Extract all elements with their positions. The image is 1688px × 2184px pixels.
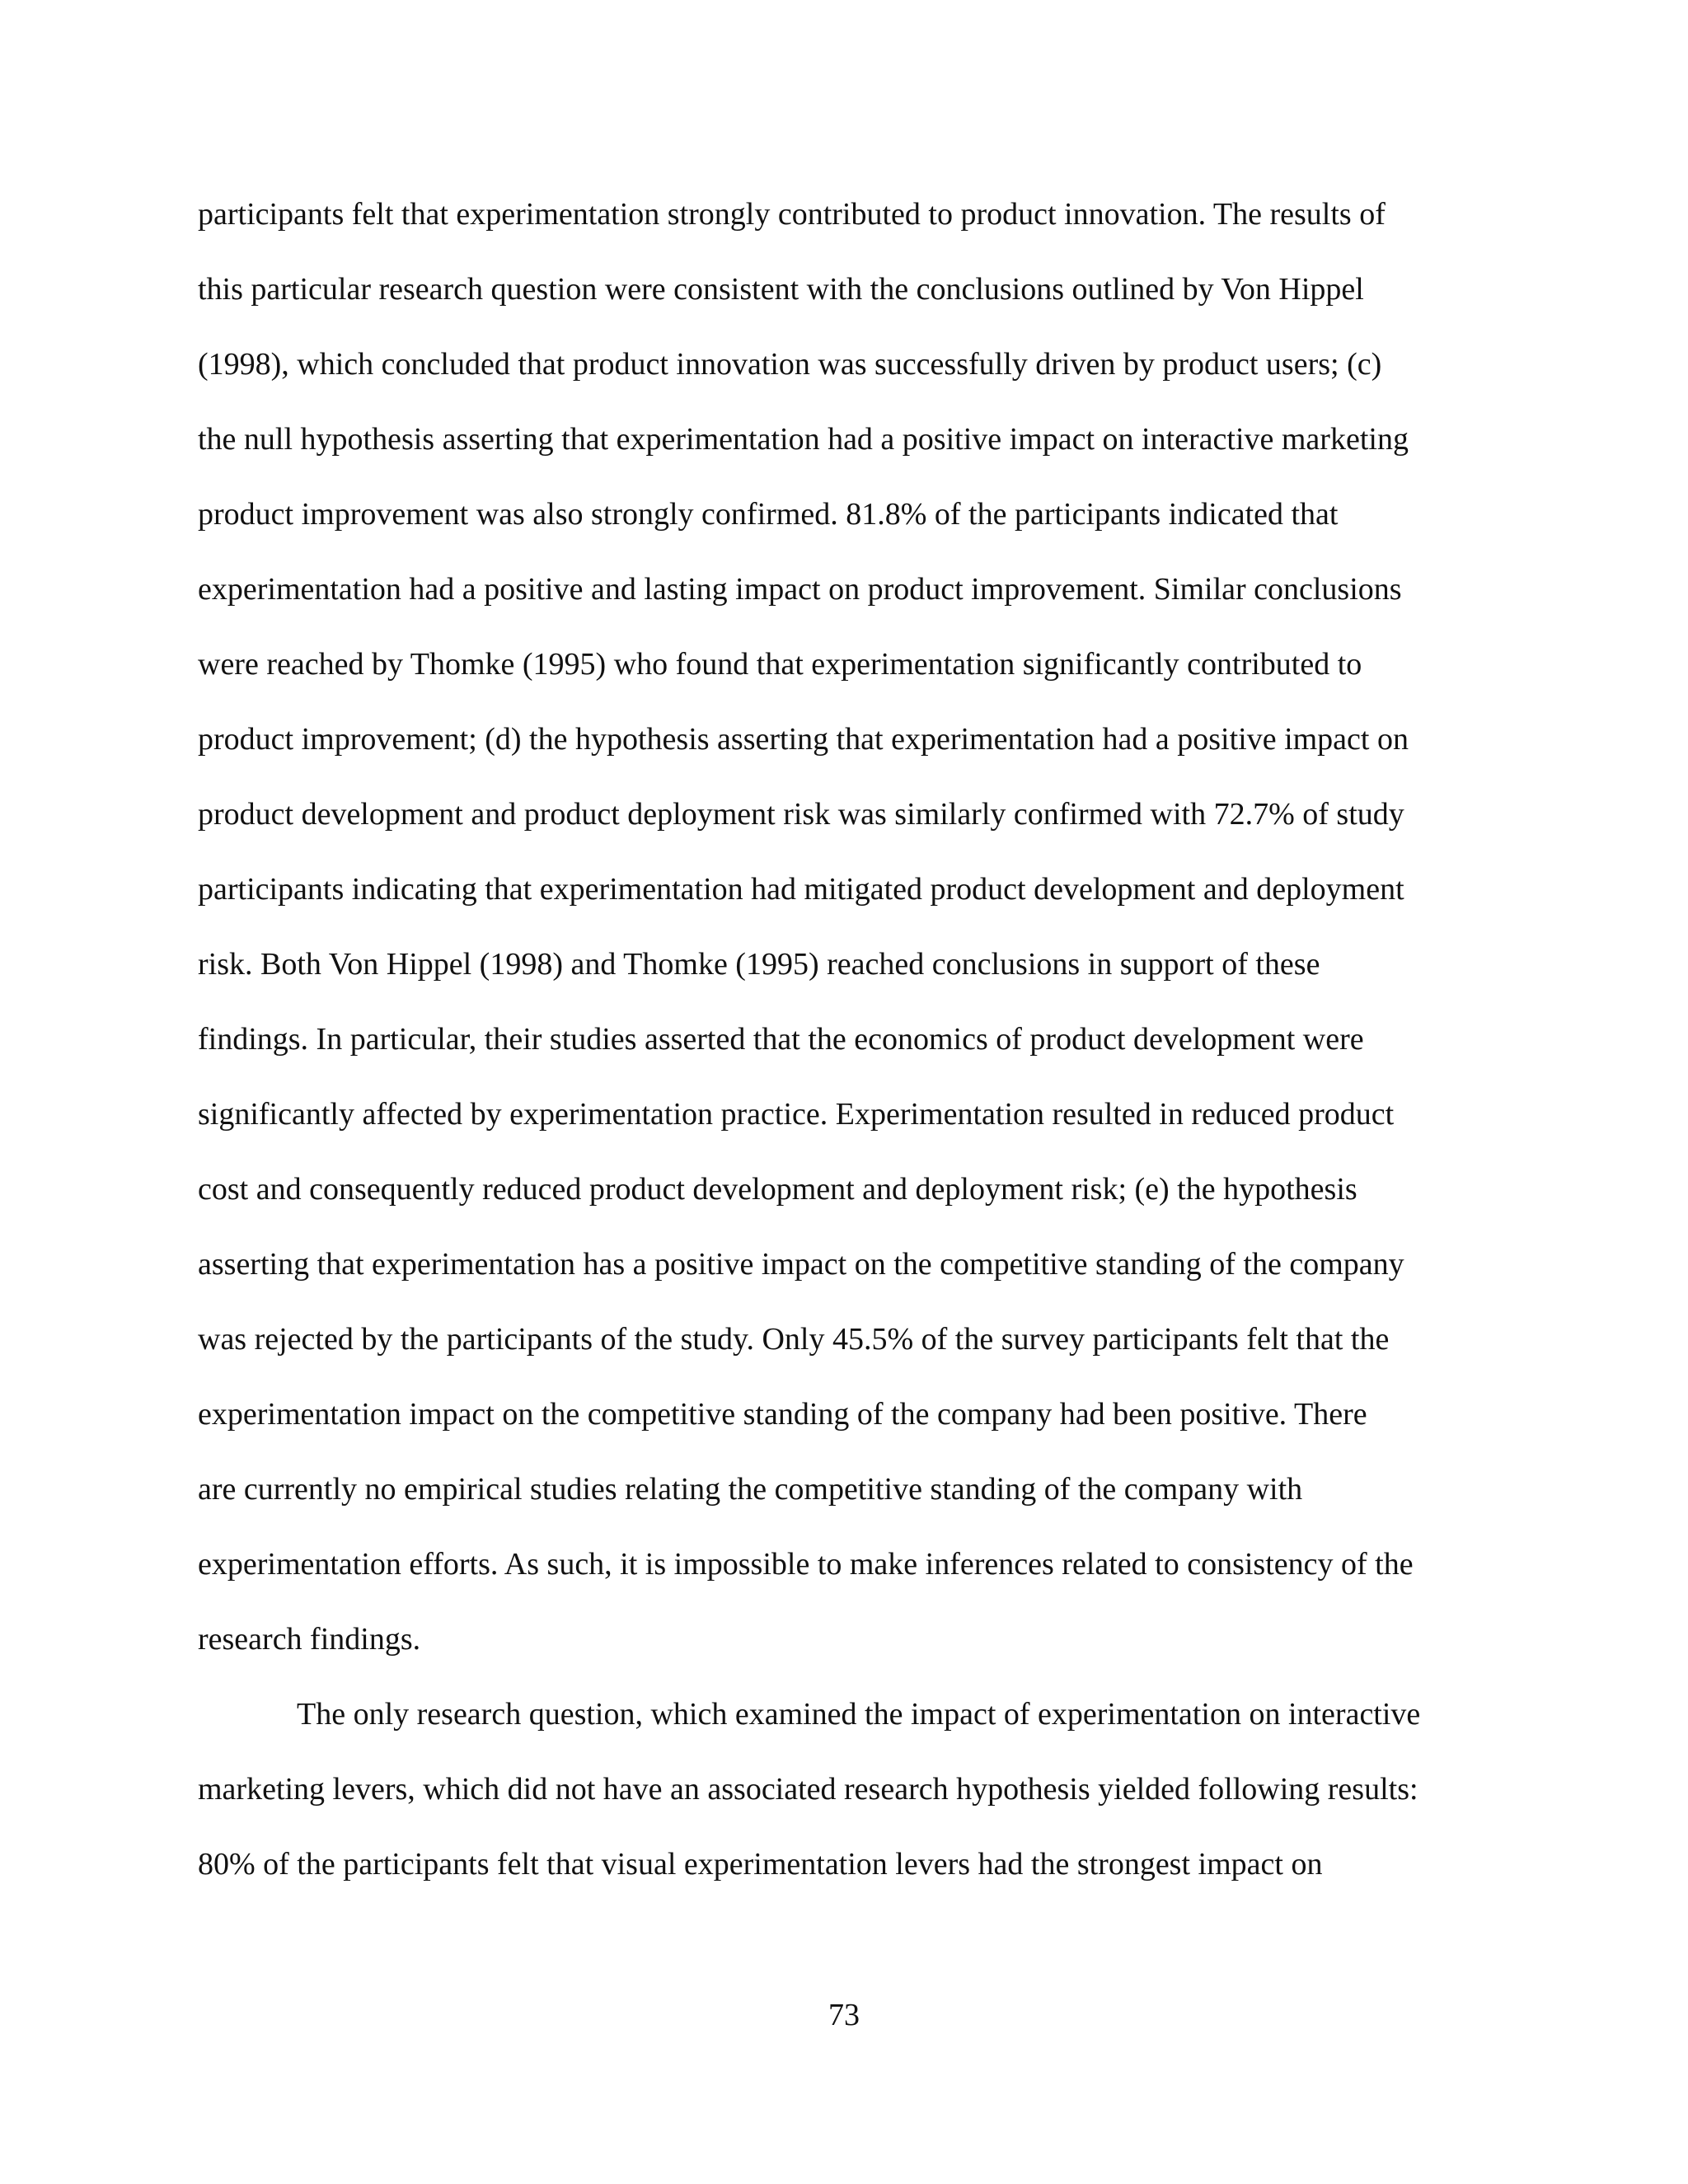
paragraph-1-line-3: (1998), which concluded that product innovation was successfully driven by product users; (c) bbox=[198, 347, 1382, 382]
paragraph-1-line-8: product improvement; (d) the hypothesis asserting that experimentation had a positive impact on bbox=[198, 722, 1409, 757]
paragraph-2-line-3: 80% of the participants felt that visual experimentation levers had the strongest impact on bbox=[198, 1847, 1323, 1882]
paragraph-1-line-14: cost and consequently reduced product development and deployment risk; (e) the hypothesis bbox=[198, 1172, 1357, 1207]
paragraph-1-line-4: the null hypothesis asserting that experimentation had a positive impact on interactive marketing bbox=[198, 422, 1409, 457]
paragraph-1-line-10: participants indicating that experimentation had mitigated product development and deployment bbox=[198, 872, 1404, 907]
paragraph-1-line-6: experimentation had a positive and lasting impact on product improvement. Similar conclusions bbox=[198, 572, 1402, 607]
page-number: 73 bbox=[828, 1998, 860, 2032]
paragraph-1-line-20: research findings. bbox=[198, 1622, 421, 1657]
paragraph-2-line-1: The only research question, which examined the impact of experimentation on interactive bbox=[297, 1697, 1421, 1732]
paragraph-1-line-13: significantly affected by experimentation practice. Experimentation resulted in reduced product bbox=[198, 1097, 1395, 1132]
paragraph-1-line-17: experimentation impact on the competitive standing of the company had been positive. There bbox=[198, 1397, 1367, 1432]
paragraph-1-line-15: asserting that experimentation has a positive impact on the competitive standing of the company bbox=[198, 1247, 1404, 1282]
paragraph-1-line-18: are currently no empirical studies relating the competitive standing of the company with bbox=[198, 1472, 1303, 1507]
paragraph-1-line-5: product improvement was also strongly confirmed. 81.8% of the participants indicated that bbox=[198, 497, 1339, 532]
paragraph-2-line-2: marketing levers, which did not have an associated research hypothesis yielded following results: bbox=[198, 1772, 1418, 1807]
paragraph-1-line-9: product development and product deployment risk was similarly confirmed with 72.7% of study bbox=[198, 797, 1404, 832]
paragraph-1-line-2: this particular research question were consistent with the conclusions outlined by Von Hippel bbox=[198, 272, 1364, 307]
paragraph-1-line-1: participants felt that experimentation strongly contributed to product innovation. The results of bbox=[198, 197, 1386, 232]
paragraph-1-line-19: experimentation efforts. As such, it is impossible to make inferences related to consistency of the bbox=[198, 1547, 1414, 1582]
paragraph-1-line-16: was rejected by the participants of the study. Only 45.5% of the survey participants felt that the bbox=[198, 1322, 1390, 1357]
paragraph-1-line-12: findings. In particular, their studies asserted that the economics of product development were bbox=[198, 1022, 1364, 1057]
paragraph-1-line-7: were reached by Thomke (1995) who found that experimentation significantly contributed to bbox=[198, 647, 1362, 682]
paragraph-1-line-11: risk. Both Von Hippel (1998) and Thomke (1995) reached conclusions in support of these bbox=[198, 947, 1320, 982]
